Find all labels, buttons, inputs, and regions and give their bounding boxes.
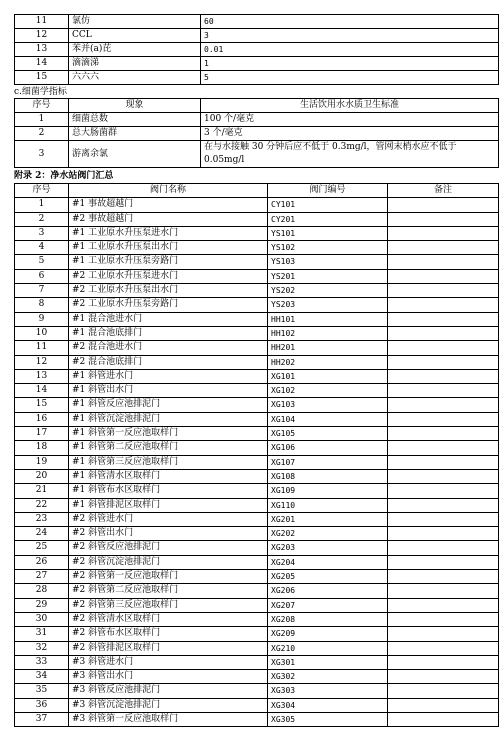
valve-name: #3 斜管沉淀池排泥门 [69, 698, 268, 712]
phenomenon: 细菌总数 [69, 113, 201, 127]
standard: 在与水接触 30 分钟后应不低于 0.3mg/l，管网末梢水应不低于 0.05mg/l [201, 141, 499, 168]
valve-name: #3 斜管出水门 [69, 670, 268, 684]
valve-code: YS103 [268, 255, 388, 269]
remark-cell [388, 484, 499, 498]
row-number: 16 [15, 412, 69, 426]
table-row [15, 412, 499, 426]
standard: 3 个/毫克 [201, 127, 499, 141]
row-number: 27 [15, 570, 69, 584]
indicator-value: 0.01 [201, 43, 499, 57]
table-row [15, 598, 499, 612]
table-header-row [15, 99, 499, 113]
valve-code: XG209 [268, 627, 388, 641]
table-row [15, 698, 499, 712]
remark-cell [388, 412, 499, 426]
remark-cell [388, 655, 499, 669]
remark-cell [388, 527, 499, 541]
valve-code: XG204 [268, 555, 388, 569]
remark-cell [388, 498, 499, 512]
row-number: 1 [15, 198, 69, 212]
remark-cell [388, 641, 499, 655]
indicator-name: 苯并(a)芘 [69, 43, 201, 57]
header-no: 序号 [15, 99, 69, 113]
valve-name: #2 斜管排泥区取样门 [69, 641, 268, 655]
row-number: 23 [15, 512, 69, 526]
remark-cell [388, 598, 499, 612]
row-number: 12 [15, 355, 69, 369]
valve-code: YS102 [268, 241, 388, 255]
row-number: 15 [15, 398, 69, 412]
table-row [15, 369, 499, 383]
row-number: 8 [15, 298, 69, 312]
valve-code: XG305 [268, 712, 388, 726]
table-row [15, 127, 499, 141]
header-remark: 备注 [388, 184, 499, 198]
valve-name: #2 斜管第一反应池取样门 [69, 570, 268, 584]
row-number: 11 [15, 15, 69, 29]
remark-cell [388, 241, 499, 255]
valve-summary-table [14, 183, 499, 727]
valve-name: #2 斜管进水门 [69, 512, 268, 526]
standard: 100 个/毫克 [201, 113, 499, 127]
header-standard: 生活饮用水水质卫生标准 [201, 99, 499, 113]
table-row [15, 326, 499, 340]
valve-code: XG304 [268, 698, 388, 712]
valve-name: #3 斜管第一反应池取样门 [69, 712, 268, 726]
table-row [15, 29, 499, 43]
valve-name: #1 混合池进水门 [69, 312, 268, 326]
phenomenon: 总大肠菌群 [69, 127, 201, 141]
table-row [15, 284, 499, 298]
row-number: 3 [15, 141, 69, 168]
row-number: 13 [15, 369, 69, 383]
valve-code: CY201 [268, 212, 388, 226]
valve-name: #2 工业原水升压泵出水门 [69, 284, 268, 298]
remark-cell [388, 584, 499, 598]
chemical-indicators-table [14, 14, 499, 85]
valve-name: #2 斜管出水门 [69, 527, 268, 541]
valve-code: YS202 [268, 284, 388, 298]
row-number: 18 [15, 441, 69, 455]
valve-name: #2 斜管第二反应池取样门 [69, 584, 268, 598]
table-row [15, 384, 499, 398]
valve-name: #1 斜管第三反应池取样门 [69, 455, 268, 469]
valve-name: #2 事故超越门 [69, 212, 268, 226]
table-row [15, 670, 499, 684]
valve-code: XG107 [268, 455, 388, 469]
table-row [15, 298, 499, 312]
table-row [15, 627, 499, 641]
valve-name: #1 斜管第二反应池取样门 [69, 441, 268, 455]
row-number: 11 [15, 341, 69, 355]
remark-cell [388, 284, 499, 298]
valve-code: YS203 [268, 298, 388, 312]
valve-code: XG101 [268, 369, 388, 383]
row-number: 29 [15, 598, 69, 612]
indicator-name: 六六六 [69, 71, 201, 85]
valve-code: XG207 [268, 598, 388, 612]
remark-cell [388, 398, 499, 412]
valve-name: #1 工业原水升压泵进水门 [69, 226, 268, 240]
indicator-value: 60 [201, 15, 499, 29]
remark-cell [388, 441, 499, 455]
valve-code: HH102 [268, 326, 388, 340]
table-row [15, 312, 499, 326]
header-valve-code: 阀门编号 [268, 184, 388, 198]
row-number: 25 [15, 541, 69, 555]
row-number: 4 [15, 241, 69, 255]
valve-name: #3 斜管进水门 [69, 655, 268, 669]
valve-name: #1 斜管进水门 [69, 369, 268, 383]
row-number: 28 [15, 584, 69, 598]
remark-cell [388, 326, 499, 340]
valve-name: #1 斜管清水区取样门 [69, 469, 268, 483]
table-row [15, 684, 499, 698]
valve-code: XG103 [268, 398, 388, 412]
remark-cell [388, 298, 499, 312]
row-number: 2 [15, 127, 69, 141]
table-row [15, 113, 499, 127]
valve-name: #3 斜管反应池排泥门 [69, 684, 268, 698]
valve-name: #2 斜管沉淀池排泥门 [69, 555, 268, 569]
row-number: 20 [15, 469, 69, 483]
table-row [15, 512, 499, 526]
row-number: 33 [15, 655, 69, 669]
row-number: 30 [15, 612, 69, 626]
valve-name: #2 工业原水升压泵进水门 [69, 269, 268, 283]
valve-code: XG202 [268, 527, 388, 541]
row-number: 14 [15, 384, 69, 398]
remark-cell [388, 269, 499, 283]
row-number: 1 [15, 113, 69, 127]
valve-name: #2 斜管第三反应池取样门 [69, 598, 268, 612]
table-row [15, 269, 499, 283]
remark-cell [388, 670, 499, 684]
remark-cell [388, 384, 499, 398]
row-number: 10 [15, 326, 69, 340]
table-row [15, 241, 499, 255]
row-number: 22 [15, 498, 69, 512]
header-no: 序号 [15, 184, 69, 198]
valve-code: HH202 [268, 355, 388, 369]
row-number: 24 [15, 527, 69, 541]
row-number: 26 [15, 555, 69, 569]
valve-code: YS201 [268, 269, 388, 283]
remark-cell [388, 355, 499, 369]
valve-code: YS101 [268, 226, 388, 240]
valve-name: #2 混合池底排门 [69, 355, 268, 369]
remark-cell [388, 684, 499, 698]
table-row [15, 655, 499, 669]
table-row [15, 527, 499, 541]
valve-code: XG205 [268, 570, 388, 584]
remark-cell [388, 255, 499, 269]
valve-code: XG102 [268, 384, 388, 398]
valve-code: XG208 [268, 612, 388, 626]
row-number: 7 [15, 284, 69, 298]
valve-code: XG210 [268, 641, 388, 655]
remark-cell [388, 369, 499, 383]
row-number: 17 [15, 427, 69, 441]
valve-name: #1 斜管沉淀池排泥门 [69, 412, 268, 426]
table-row [15, 212, 499, 226]
valve-name: #1 斜管布水区取样门 [69, 484, 268, 498]
valve-code: XG303 [268, 684, 388, 698]
table-row [15, 498, 499, 512]
header-phenomenon: 现象 [69, 99, 201, 113]
table-row [15, 712, 499, 726]
table-row [15, 355, 499, 369]
table-row [15, 398, 499, 412]
valve-name: #1 混合池底排门 [69, 326, 268, 340]
table-row [15, 427, 499, 441]
remark-cell [388, 312, 499, 326]
valve-code: XG203 [268, 541, 388, 555]
valve-code: CY101 [268, 198, 388, 212]
table-row [15, 198, 499, 212]
remark-cell [388, 555, 499, 569]
row-number: 5 [15, 255, 69, 269]
valve-code: XG106 [268, 441, 388, 455]
row-number: 19 [15, 455, 69, 469]
indicator-value: 1 [201, 57, 499, 71]
table-row [15, 71, 499, 85]
table-row [15, 441, 499, 455]
table-row [15, 469, 499, 483]
remark-cell [388, 712, 499, 726]
table-row [15, 57, 499, 71]
row-number: 35 [15, 684, 69, 698]
row-number: 15 [15, 71, 69, 85]
valve-name: #1 工业原水升压泵出水门 [69, 241, 268, 255]
indicator-value: 5 [201, 71, 499, 85]
remark-cell [388, 570, 499, 584]
phenomenon: 游离余氯 [69, 141, 201, 168]
valve-name: #2 斜管清水区取样门 [69, 612, 268, 626]
row-number: 36 [15, 698, 69, 712]
valve-code: XG108 [268, 469, 388, 483]
valve-code: XG201 [268, 512, 388, 526]
table-row [15, 255, 499, 269]
table-row [15, 555, 499, 569]
row-number: 12 [15, 29, 69, 43]
valve-code: HH101 [268, 312, 388, 326]
table-row [15, 226, 499, 240]
remark-cell [388, 469, 499, 483]
valve-name: #1 斜管反应池排泥门 [69, 398, 268, 412]
indicator-name: 滴滴涕 [69, 57, 201, 71]
table-row [15, 341, 499, 355]
remark-cell [388, 627, 499, 641]
row-number: 9 [15, 312, 69, 326]
table-row [15, 43, 499, 57]
valve-code: XG109 [268, 484, 388, 498]
table-row [15, 570, 499, 584]
remark-cell [388, 455, 499, 469]
remark-cell [388, 512, 499, 526]
table-row [15, 612, 499, 626]
valve-name: #2 斜管布水区取样门 [69, 627, 268, 641]
bacteriology-table [14, 98, 499, 168]
valve-name: #2 斜管反应池排泥门 [69, 541, 268, 555]
valve-name: #1 工业原水升压泵旁路门 [69, 255, 268, 269]
remark-cell [388, 212, 499, 226]
indicator-value: 3 [201, 29, 499, 43]
table-row [15, 641, 499, 655]
indicator-name: CCL [69, 29, 201, 43]
remark-cell [388, 427, 499, 441]
remark-cell [388, 198, 499, 212]
row-number: 13 [15, 43, 69, 57]
valve-code: XG105 [268, 427, 388, 441]
row-number: 2 [15, 212, 69, 226]
table-row [15, 15, 499, 29]
valve-code: XG302 [268, 670, 388, 684]
bacteriology-section-title: c.细菌学指标 [14, 87, 67, 97]
row-number: 32 [15, 641, 69, 655]
row-number: 31 [15, 627, 69, 641]
row-number: 6 [15, 269, 69, 283]
valve-name: #1 斜管排泥区取样门 [69, 498, 268, 512]
valve-name: #1 斜管出水门 [69, 384, 268, 398]
row-number: 34 [15, 670, 69, 684]
remark-cell [388, 698, 499, 712]
remark-cell [388, 612, 499, 626]
row-number: 37 [15, 712, 69, 726]
valve-name: #2 工业原水升压泵旁路门 [69, 298, 268, 312]
remark-cell [388, 341, 499, 355]
row-number: 3 [15, 226, 69, 240]
table-header-row [15, 184, 499, 198]
table-row [15, 541, 499, 555]
table-row [15, 455, 499, 469]
row-number: 14 [15, 57, 69, 71]
table-row [15, 141, 499, 168]
table-row [15, 584, 499, 598]
remark-cell [388, 226, 499, 240]
valve-name: #1 斜管第一反应池取样门 [69, 427, 268, 441]
appendix-title: 附录 2：净水站阀门汇总 [14, 171, 114, 181]
header-valve-name: 阀门名称 [69, 184, 268, 198]
valve-code: HH201 [268, 341, 388, 355]
remark-cell [388, 541, 499, 555]
indicator-name: 氯仿 [69, 15, 201, 29]
valve-name: #2 混合池进水门 [69, 341, 268, 355]
valve-code: XG110 [268, 498, 388, 512]
valve-code: XG301 [268, 655, 388, 669]
valve-code: XG104 [268, 412, 388, 426]
table-row [15, 484, 499, 498]
valve-name: #1 事故超越门 [69, 198, 268, 212]
valve-code: XG206 [268, 584, 388, 598]
row-number: 21 [15, 484, 69, 498]
